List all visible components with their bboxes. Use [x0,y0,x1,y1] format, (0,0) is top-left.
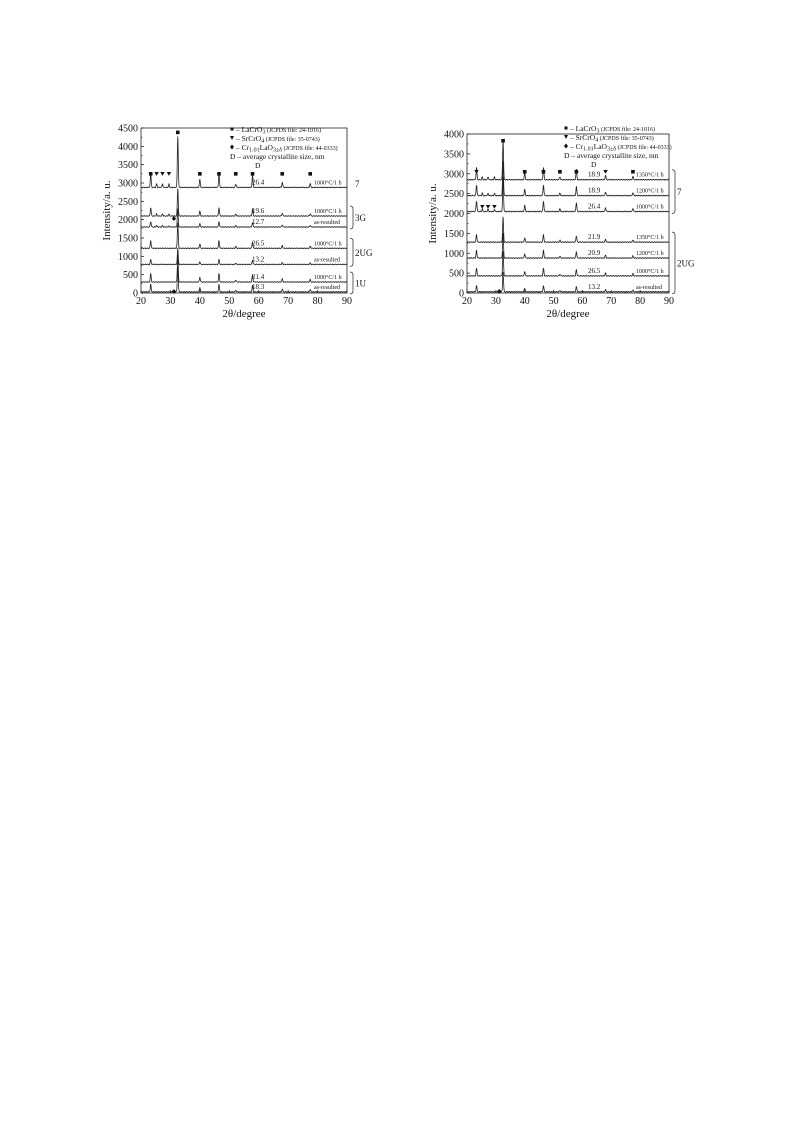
crystallite-size-label: 18.9 [588,170,601,179]
y-tick-label: 4000 [118,141,138,153]
x-tick-label: 90 [342,296,352,307]
lacro3-peak-marker [308,172,312,176]
x-tick-label: 60 [253,296,264,307]
y-tick-label: 3500 [444,149,464,161]
lacro3-peak-marker [176,131,180,135]
y-tick-label: 500 [449,268,464,280]
y-tick-label: 0 [133,288,138,300]
y-tick-label: 3500 [118,160,138,172]
lacro3-peak-marker [523,170,527,174]
lacro3-peak-marker [501,139,505,143]
y-tick-label: 1000 [444,248,464,260]
x-tick-label: 30 [165,296,176,307]
y-tick-label: 3000 [444,169,464,181]
condition-label: 1000°C/1 h [314,241,342,248]
y-tick-label: 3000 [118,178,138,190]
y-tick-label: 2500 [444,189,464,201]
legend-lacro3-marker [231,128,234,131]
x-tick-label: 50 [224,296,235,307]
sample-group-label: 3G [355,213,366,223]
condition-label: as-resulted [314,284,340,291]
legend-crlao3-marker [564,144,568,149]
x-tick-label: 20 [136,296,146,307]
crlao3-peak-marker [172,216,176,221]
y-axis-label: Intensity/a. u. [427,183,439,244]
group-bracket [350,206,353,229]
condition-label: as-resulted [314,257,340,264]
x-tick-label: 80 [312,296,323,307]
legend-srcro4-marker [564,135,568,139]
crystallite-size-label: 26.5 [252,239,265,248]
y-axis-label: Intensity/a. u. [101,180,113,241]
legend-srcro4-marker [230,136,234,140]
y-tick-label: 2000 [118,215,138,227]
crystallite-size-label: 21.9 [588,233,601,242]
legend-entry: – LaCrO$_3$ $^{(JCPDS file: 24-1016)}$ [236,125,321,136]
crystallite-size-label: 26.4 [588,202,601,211]
legend-entry: – SrCrO$_4$ $^{(JCPDS file: 35-0743)}$ [236,134,320,145]
srcro4-peak-marker [492,205,496,209]
legend-lacro3-marker [565,127,568,130]
condition-label: 1000°C/1 h [636,268,664,275]
group-bracket [672,232,675,294]
condition-label: 1000°C/1 h [314,180,342,187]
lacro3-peak-marker [542,170,546,174]
srcro4-peak-marker [160,172,164,176]
crystallite-size-label: 18.3 [252,282,265,291]
sample-group-label: 7 [355,178,360,189]
y-tick-label: 4500 [118,123,138,135]
lacro3-peak-marker [280,172,284,176]
x-tick-label: 70 [606,296,617,307]
crystallite-size-label: 26.5 [588,266,601,275]
x-tick-label: 90 [664,296,674,307]
condition-label: 1200°C/1 h [636,251,664,258]
condition-label: 1350°C/1 h [636,172,664,179]
condition-label: as-resulted [636,284,662,291]
group-bracket [350,238,353,266]
condition-label: 1200°C/1 h [636,188,664,195]
y-tick-label: 1500 [444,228,464,240]
x-tick-label: 20 [462,296,472,307]
x-tick-label: 60 [577,296,588,307]
srcro4-peak-marker [154,172,158,176]
y-tick-label: 1000 [118,251,138,263]
x-tick-label: 40 [194,296,205,307]
legend-crystallite-note: D – average crystallite size, nm [230,152,325,161]
srcro4-peak-marker [474,170,478,174]
legend-crystallite-note: D – average crystallite size, nm [564,151,659,160]
srcro4-peak-marker [167,172,171,176]
crystallite-size-label: 13.2 [252,255,265,264]
y-tick-label: 4000 [444,129,464,141]
lacro3-peak-marker [631,170,635,174]
x-axis-label: 2θ/degree [222,308,266,320]
group-bracket [350,272,353,294]
legend-entry: – $Cr_{1.01}LaO_{3\pm\delta}$ $^{(JCPDS file: 44-0333)}$ [570,142,672,153]
lacro3-peak-marker [558,170,562,174]
lacro3-peak-marker [575,170,579,174]
xrd-chart-left [101,124,373,321]
lacro3-peak-marker [234,172,238,176]
lacro3-peak-marker [149,172,153,176]
y-tick-label: 2000 [444,209,464,220]
y-tick-label: 1500 [118,233,138,245]
srcro4-peak-marker [603,170,607,174]
crystallite-size-label: 20.9 [588,249,601,258]
crystallite-size-label: 12.7 [252,218,265,226]
lacro3-peak-marker [251,172,255,176]
sample-group-label: 1U [355,278,366,289]
condition-label: 1000°C/1 h [314,275,342,281]
y-tick-label: 500 [123,270,138,282]
condition-label: 1350°C/1 h [636,235,664,242]
crystallite-size-label: 19.6 [252,207,265,215]
x-tick-label: 40 [519,296,530,307]
crystallite-size-label: 18.9 [588,186,601,195]
sample-group-label: 2UG [677,258,695,269]
lacro3-peak-marker [198,172,202,176]
srcro4-peak-marker [480,205,484,209]
condition-label: as-resulted [314,220,340,226]
x-axis-label: 2θ/degree [546,308,590,320]
crystallite-size-header: D [591,160,597,169]
crystallite-size-header: D [255,161,261,170]
x-tick-label: 30 [490,296,501,307]
sample-group-label: 2UG [355,247,373,258]
condition-label: 1000°C/1 h [636,204,664,211]
legend-crlao3-marker [230,145,234,150]
x-tick-label: 80 [635,296,646,307]
lacro3-peak-marker [217,172,221,176]
crystallite-size-label: 13.2 [588,282,601,291]
condition-label: 1000°C/1 h [314,209,342,215]
legend-entry: – LaCrO$_3$ $^{(JCPDS file: 24-1016)}$ [570,124,655,135]
x-tick-label: 50 [548,296,559,307]
group-bracket [672,170,675,214]
y-tick-label: 0 [459,288,464,300]
x-tick-label: 70 [283,296,294,307]
xrd-chart-right [427,124,695,320]
crystallite-size-label: 21.4 [252,273,265,281]
legend-entry: – $Cr_{1.01}LaO_{3\pm\delta}$ $^{(JCPDS file: 44-0333)}$ [236,143,338,154]
srcro4-peak-marker [486,205,490,209]
crystallite-size-label: 26.4 [252,178,265,187]
sample-group-label: 7 [677,187,682,198]
legend-entry: – SrCrO$_4$ $^{(JCPDS file: 35-0743)}$ [570,133,654,144]
y-tick-label: 2500 [118,196,138,208]
